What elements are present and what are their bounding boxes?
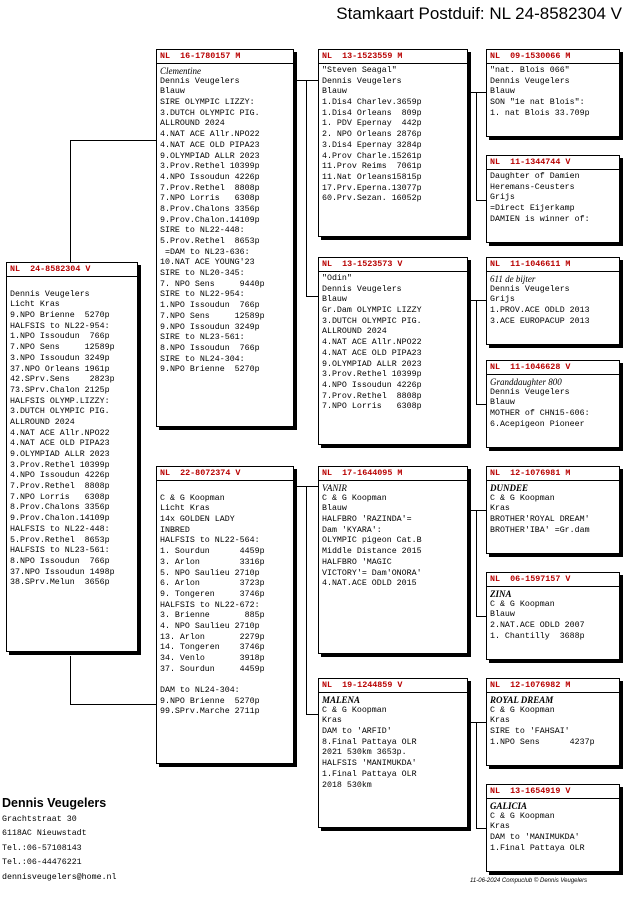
card-line: HALFSIS OLYMP.LIZZY: bbox=[10, 396, 110, 406]
card-line: SIRE to NL20-345: bbox=[160, 269, 245, 279]
card-line: C & G Koopman bbox=[490, 599, 555, 609]
card-line: 3. Arlon 3316p bbox=[160, 557, 265, 567]
card-line: Blauw bbox=[322, 504, 347, 514]
card-line: 3.Prov.Rethel 10399p bbox=[322, 370, 422, 380]
card-line: 1. PDV Epernay 442p bbox=[322, 119, 422, 129]
card-line: 8.Final Pattaya OLR bbox=[322, 737, 417, 747]
connector bbox=[476, 92, 477, 200]
card-line: 7.NPO Lorris 6308p bbox=[160, 194, 260, 204]
card-line: 7. NPO Sens 9440p bbox=[160, 279, 265, 289]
card-line: 4.NAT ACE Allr.NPO22 bbox=[10, 428, 110, 438]
card-line: SIRE to 'FAHSAI' bbox=[490, 727, 570, 737]
card-line: 5.Prov.Rethel 8653p bbox=[160, 237, 260, 246]
connector bbox=[306, 486, 307, 714]
card-line: 7.NPO Sens 12589p bbox=[10, 343, 115, 353]
card-line: 38.SPrv.Melun 3656p bbox=[10, 578, 110, 588]
card-line: 1. Sourdun 4459p bbox=[160, 547, 265, 557]
ring-number: NL 06-1597157 V bbox=[487, 573, 619, 587]
card-line: 3.Dis4 Epernay 3284p bbox=[322, 140, 422, 150]
card-line: Grijs bbox=[490, 193, 515, 203]
card-line: 3.Prov.Rethel 10399p bbox=[10, 460, 110, 470]
card-line: OLYMPIC pigeon Cat.B bbox=[322, 536, 422, 546]
pigeon-name: "Steven Seagal" bbox=[322, 66, 397, 75]
card-line: Blauw bbox=[160, 87, 185, 97]
card-line: 3.NPO Issoudun 3249p bbox=[10, 353, 110, 363]
footer-credit: 11-06-2024 Compuclub © Dennis Veugelers bbox=[470, 878, 588, 884]
card-line: 1.NPO Sens 4237p bbox=[490, 737, 595, 747]
card-line: 1.Dis4 Orleans 809p bbox=[322, 108, 422, 118]
connector bbox=[476, 300, 477, 404]
card-line: Blauw bbox=[490, 398, 515, 408]
card-line: Dennis Veugelers bbox=[322, 76, 402, 86]
card-sire-dam bbox=[318, 257, 468, 445]
card-line: 2.NAT.ACE ODLD 2007 bbox=[490, 621, 585, 631]
card-line: 14. Tongeren 3746p bbox=[160, 643, 265, 653]
card-dam bbox=[156, 466, 294, 764]
card-line: BROTHER'ROYAL DREAM' bbox=[490, 515, 590, 525]
connector bbox=[476, 510, 477, 616]
connector bbox=[471, 510, 486, 511]
card-line: Gr.Dam OLYMPIC LIZZY bbox=[322, 306, 422, 316]
connector bbox=[70, 704, 156, 705]
connector bbox=[306, 80, 307, 296]
card-line: 6. Arlon 3723p bbox=[160, 579, 265, 589]
ring-number: NL 13-1654919 V bbox=[487, 785, 619, 799]
connector bbox=[471, 300, 486, 301]
pigeon-name: VANIR bbox=[322, 483, 347, 493]
card-line: 42.SPrv.Sens 2823p bbox=[10, 375, 115, 385]
card-line: 7.Prov.Rethel 8808p bbox=[322, 391, 422, 401]
pigeon-name: Granddaughter 800 bbox=[490, 377, 562, 387]
ring-number: NL 09-1530066 M bbox=[487, 50, 619, 64]
card-line: 2. NPO Orleans 2876p bbox=[322, 130, 422, 140]
card-dss bbox=[486, 466, 620, 554]
card-sire bbox=[156, 49, 294, 427]
pigeon-name: "nat. Blois 066" bbox=[490, 66, 570, 75]
card-line: 9.NPO Brienne 5270p bbox=[160, 365, 260, 375]
card-line: 9.OLYMPIAD ALLR 2023 bbox=[322, 359, 422, 369]
card-ssd bbox=[486, 155, 620, 243]
card-line: 9.Prov.Chalon.14109p bbox=[10, 514, 110, 524]
card-sss bbox=[486, 49, 620, 137]
card-line: 34. Venlo 3918p bbox=[160, 654, 265, 663]
ring-number: NL 24-8582304 V bbox=[7, 263, 137, 277]
pigeon-name bbox=[160, 483, 290, 494]
card-line: Licht Kras bbox=[10, 300, 60, 310]
card-line: 4.NPO Issoudun 4226p bbox=[322, 380, 422, 390]
ring-number: NL 11-1046628 V bbox=[487, 361, 619, 375]
owner-email: dennisveugelers@home.nl bbox=[2, 872, 117, 882]
card-ddd bbox=[486, 784, 620, 872]
card-line: 17.Prv.Eperna.13077p bbox=[322, 183, 422, 193]
card-line: 4.NPO Issoudun 4226p bbox=[160, 172, 260, 182]
card-line: C & G Koopman bbox=[322, 705, 387, 715]
card-line: SIRE to NL22-448: bbox=[160, 226, 245, 236]
connector bbox=[297, 80, 318, 81]
card-line: 3.Prov.Rethel 10399p bbox=[160, 162, 260, 172]
card-sdd bbox=[486, 360, 620, 448]
card-line: C & G Koopman bbox=[160, 493, 225, 503]
card-line: 13. Arlon 2279p bbox=[160, 632, 265, 642]
card-line: 3. Brienne 885p bbox=[160, 611, 265, 621]
owner-address-city: 6118AC Nieuwstadt bbox=[2, 829, 87, 838]
card-line: 5.Prov.Rethel 8653p bbox=[10, 535, 110, 545]
card-line: 1.NPO Issoudun 766p bbox=[10, 332, 110, 342]
card-line: 4.NPO Issoudun 4226p bbox=[10, 471, 110, 481]
card-line: Kras bbox=[490, 822, 510, 832]
card-line: 3.DUTCH OLYMPIC PIG. bbox=[322, 316, 422, 326]
pigeon-name: DUNDEE bbox=[490, 483, 529, 493]
card-line: 5. NPO Saulieu 2710p bbox=[160, 568, 260, 578]
ring-number: NL 11-1344744 V bbox=[487, 156, 619, 170]
ring-number: NL 13-1523573 V bbox=[319, 258, 467, 272]
card-line: 8.Prov.Chalons 3356p bbox=[160, 204, 260, 214]
card-line: SIRE OLYMPIC LIZZY: bbox=[160, 98, 255, 108]
card-line: SIRE to NL23-561: bbox=[160, 333, 245, 343]
card-line: VICTORY'= Dam'ONORA' bbox=[322, 568, 422, 578]
card-line: Kras bbox=[490, 716, 510, 726]
pigeon-name: 611 de bijter bbox=[490, 274, 536, 284]
owner-phone-2: Tel.:06-44476221 bbox=[2, 858, 82, 867]
card-line: 1.Dis4 Charlev.3659p bbox=[322, 98, 422, 108]
pigeon-name: GALICIA bbox=[490, 801, 528, 811]
card-line: 1.PROV.ACE ODLD 2013 bbox=[490, 306, 590, 316]
connector bbox=[476, 616, 486, 617]
card-line: HALFBRO 'MAGIC bbox=[322, 557, 392, 567]
card-line: 8.NPO Issoudun 766p bbox=[10, 556, 110, 566]
connector bbox=[476, 722, 477, 828]
card-line: ALLROUND 2024 bbox=[322, 327, 387, 337]
ring-number: NL 16-1780157 M bbox=[157, 50, 293, 64]
card-line: 4.NAT ACE Allr.NPO22 bbox=[160, 130, 260, 140]
card-dam-sire bbox=[318, 466, 468, 654]
card-line: HALFBRO 'RAZINDA'= bbox=[322, 515, 412, 525]
card-line: 37. Sourdun 4459p bbox=[160, 664, 265, 674]
card-line: 9.NPO Issoudun 3249p bbox=[160, 322, 260, 332]
card-line: 2021 530km 3653p. bbox=[322, 748, 407, 758]
card-line: =DAM to NL23-636: bbox=[160, 247, 250, 257]
connector bbox=[471, 722, 486, 723]
card-line: Kras bbox=[322, 716, 342, 726]
ring-number: NL 11-1046611 M bbox=[487, 258, 619, 272]
card-line: DAM to NL24-304: bbox=[160, 686, 240, 696]
card-line: 8.Prov.Chalons 3356p bbox=[10, 503, 110, 513]
owner-block bbox=[2, 796, 117, 885]
card-line: 9.Prov.Chalon.14109p bbox=[160, 215, 260, 225]
card-line: C & G Koopman bbox=[490, 705, 555, 715]
connector bbox=[476, 404, 486, 405]
card-line: 60.Prv.Sezan. 16052p bbox=[322, 194, 422, 204]
connector bbox=[297, 486, 318, 487]
card-sds bbox=[486, 257, 620, 345]
card-line: 3.ACE EUROPACUP 2013 bbox=[490, 316, 590, 326]
card-dam-dam bbox=[318, 678, 468, 828]
card-line: 1.NPO Issoudun 766p bbox=[160, 301, 260, 311]
connector bbox=[306, 296, 318, 297]
card-line: Middle Distance 2015 bbox=[322, 547, 422, 557]
owner-address-street: Grachtstraat 30 bbox=[2, 814, 77, 824]
card-line: 8.NPO Issoudun 766p bbox=[160, 343, 260, 353]
card-line: DAMIEN is winner of: bbox=[490, 214, 590, 224]
card-line: 9.OLYMPIAD ALLR 2023 bbox=[160, 151, 260, 161]
card-line: 1.Final Pattaya OLR bbox=[322, 769, 417, 779]
card-line: HALFSIS to NL22-564: bbox=[160, 536, 260, 546]
card-dds bbox=[486, 678, 620, 766]
card-line: Dam 'KYARA': bbox=[322, 525, 382, 535]
card-line: 14x GOLDEN LADY bbox=[160, 515, 235, 525]
card-line: 7.Prov.Rethel 8808p bbox=[160, 183, 260, 193]
pigeon-name: MALENA bbox=[322, 695, 361, 705]
card-line: 37.NPO Issoudun 1498p bbox=[10, 567, 115, 577]
ring-number: NL 12-1076982 M bbox=[487, 679, 619, 693]
card-line: Dennis Veugelers bbox=[10, 289, 90, 299]
ring-number: NL 12-1076981 M bbox=[487, 467, 619, 481]
card-line: HALFSIS 'MANIMUKDA' bbox=[322, 759, 417, 769]
card-line: 37.NPO Orleans 1961p bbox=[10, 364, 110, 374]
card-line: Dennis Veugelers bbox=[160, 76, 240, 86]
card-line: 7.Prov.Rethel 8808p bbox=[10, 482, 110, 492]
card-line: 4.Prov Charle.15261p bbox=[322, 151, 422, 161]
pigeon-name: Clementine bbox=[160, 66, 201, 76]
page-title: Stamkaart Postduif: NL 24-8582304 V bbox=[336, 4, 622, 23]
card-main bbox=[6, 262, 138, 652]
card-line: 10.NAT ACE YOUNG'23 bbox=[160, 258, 255, 268]
card-line: C & G Koopman bbox=[490, 811, 555, 821]
card-line: 9.NPO Brienne 5270p bbox=[160, 696, 260, 706]
card-line: SIRE to NL22-954: bbox=[160, 290, 245, 300]
owner-name: Dennis Veugelers bbox=[2, 796, 107, 810]
card-line: 3.DUTCH OLYMPIC PIG. bbox=[160, 108, 260, 118]
card-line: 4.NAT.ACE ODLD 2015 bbox=[322, 579, 417, 589]
card-line: 1. nat Blois 33.709p bbox=[490, 108, 590, 118]
card-sire-sire bbox=[318, 49, 468, 237]
card-line: 4. NPO Saulieu 2710p bbox=[160, 621, 260, 631]
card-line: HALFSIS to NL22-954: bbox=[10, 321, 110, 331]
pigeon-name bbox=[10, 279, 134, 290]
card-line: DAM to 'MANIMUKDA' bbox=[490, 833, 580, 843]
connector bbox=[471, 92, 486, 93]
card-line: 11.Nat Orleans15815p bbox=[322, 172, 422, 182]
card-line: SIRE to NL24-304: bbox=[160, 354, 245, 364]
card-line: 6.Acepigeon Pioneer bbox=[490, 419, 585, 429]
card-line: DAM to 'ARFID' bbox=[322, 727, 392, 737]
card-line: 99.SPrv.Marche 2711p bbox=[160, 707, 260, 717]
card-line: 4.NAT ACE OLD PIPA23 bbox=[10, 439, 110, 449]
card-line: C & G Koopman bbox=[322, 493, 387, 503]
card-line: HALFSIS to NL23-561: bbox=[10, 546, 110, 556]
card-line: Blauw bbox=[322, 87, 347, 97]
card-line: Dennis Veugelers bbox=[490, 76, 570, 86]
card-line: 2018 530km bbox=[322, 780, 372, 790]
card-line: 4.NAT ACE OLD PIPA23 bbox=[322, 348, 422, 358]
card-line: 9.NPO Brienne 5270p bbox=[10, 311, 110, 321]
connector bbox=[70, 140, 71, 262]
card-line: 7.NPO Sens 12589p bbox=[160, 311, 265, 321]
card-dsd bbox=[486, 572, 620, 660]
card-line: BROTHER'IBA' =Gr.dam bbox=[490, 525, 590, 535]
card-line: Kras bbox=[490, 504, 510, 514]
card-line: ALLROUND 2024 bbox=[160, 119, 225, 129]
card-line: HALFSIS to NL22-448: bbox=[10, 524, 110, 534]
ring-number: NL 17-1644095 M bbox=[319, 467, 467, 481]
card-line bbox=[160, 675, 290, 686]
ring-number: NL 19-1244859 V bbox=[319, 679, 467, 693]
connector bbox=[306, 714, 318, 715]
card-line: C & G Koopman bbox=[490, 493, 555, 503]
owner-phone-1: Tel.:06-57108143 bbox=[2, 843, 82, 853]
card-line: 4.NAT ACE OLD PIPA23 bbox=[160, 140, 260, 150]
card-line: Grijs bbox=[490, 295, 515, 305]
connector bbox=[476, 828, 486, 829]
card-line: 4.NAT ACE Allr.NPO22 bbox=[322, 338, 422, 348]
card-line: Blauw bbox=[322, 295, 347, 305]
card-line: Blauw bbox=[490, 610, 515, 620]
card-line: Heremans-Ceusters bbox=[490, 182, 575, 192]
card-line: Dennis Veugelers bbox=[490, 284, 570, 294]
card-line: MOTHER of CHN15-606: bbox=[490, 409, 590, 419]
ring-number: NL 22-8072374 V bbox=[157, 467, 293, 481]
ring-number: NL 13-1523559 M bbox=[319, 50, 467, 64]
card-line: 3.DUTCH OLYMPIC PIG. bbox=[10, 407, 110, 417]
card-line: Licht Kras bbox=[160, 504, 210, 514]
card-line: Dennis Veugelers bbox=[490, 387, 570, 397]
card-line: 1. Chantilly 3688p bbox=[490, 631, 585, 641]
card-line: Blauw bbox=[490, 87, 515, 97]
card-line: Dennis Veugelers bbox=[322, 284, 402, 294]
card-line: 7.NPO Lorris 6308p bbox=[322, 402, 422, 412]
card-line: ALLROUND 2024 bbox=[10, 417, 75, 427]
card-line: =Direct Eijerkamp bbox=[490, 204, 575, 214]
card-line: INBRED bbox=[160, 525, 190, 535]
card-line: 9.OLYMPIAD ALLR 2023 bbox=[10, 450, 110, 459]
card-line: 73.SPrv.Chalon 2125p bbox=[10, 385, 110, 395]
connector bbox=[70, 656, 71, 704]
card-line: 1.Final Pattaya OLR bbox=[490, 843, 585, 853]
connector bbox=[476, 200, 486, 201]
pigeon-name: ZINA bbox=[490, 589, 512, 599]
connector bbox=[70, 140, 156, 141]
pigeon-name: Daughter of Damien bbox=[490, 172, 580, 181]
card-line: 11.Prov Reims 7061p bbox=[322, 162, 422, 172]
card-line: 9. Tongeren 3746p bbox=[160, 589, 265, 599]
pigeon-name: "Odin" bbox=[322, 274, 352, 283]
card-line: 7.NPO Lorris 6308p bbox=[10, 492, 110, 502]
card-line: HALFSIS to NL22-672: bbox=[160, 600, 260, 610]
pigeon-name: ROYAL DREAM bbox=[490, 695, 554, 705]
card-line: SON "1e nat Blois": bbox=[490, 98, 585, 108]
